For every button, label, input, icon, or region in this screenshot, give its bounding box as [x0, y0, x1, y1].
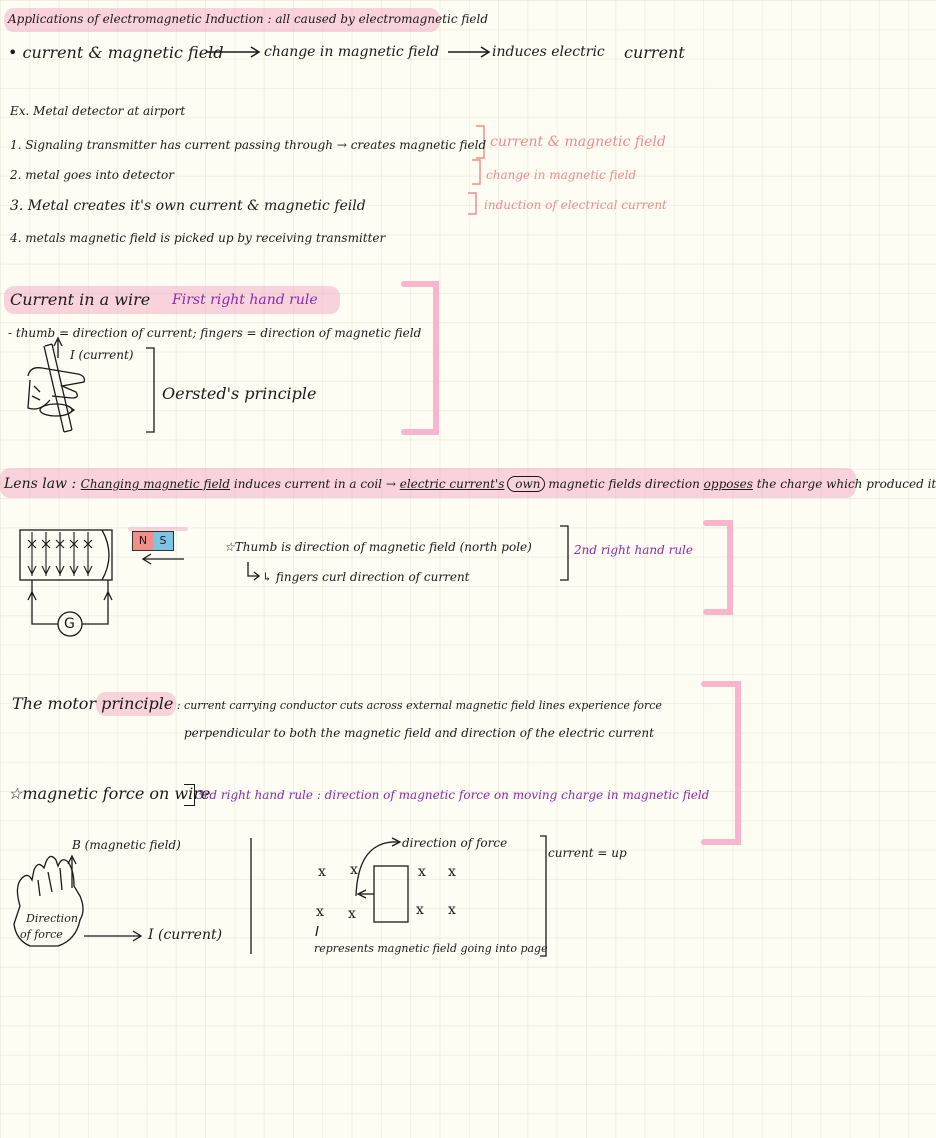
principle-word: principle — [101, 694, 174, 713]
palm-label-direction: Direction — [26, 912, 78, 925]
thumb-direction-note: ☆Thumb is direction of magnetic field (north pole) — [224, 540, 532, 554]
i-current-label: I (current) — [148, 927, 223, 943]
palm-label-force: of force — [20, 928, 63, 941]
magnetic-fields-direction: magnetic fields direction — [544, 477, 704, 491]
flow-current: current — [624, 43, 685, 62]
x-mark: x — [418, 864, 426, 880]
induces-current: induces current in a coil → — [230, 477, 400, 491]
x-mark: x — [348, 906, 356, 922]
oersted-principle: Oersted's principle — [162, 384, 317, 403]
current-label: I (current) — [70, 348, 134, 362]
third-right-hand-rule: 3rd right hand rule : direction of magnetic force on moving charge in magnetic field — [196, 788, 710, 802]
motor-label: The motor — [12, 694, 102, 713]
x-mark: x — [448, 902, 456, 918]
fingers-curl-note: ↳ fingers curl direction of current — [262, 570, 470, 584]
direction-of-force: direction of force — [402, 836, 508, 850]
bar-magnet — [132, 531, 174, 551]
second-right-hand-rule: 2nd right hand rule — [574, 543, 693, 557]
thumb-fingers-note: - thumb = direction of current; fingers = direction of magnetic field — [8, 326, 422, 340]
opposes: opposes — [703, 477, 753, 491]
changing-magnetic-field: Changing magnetic field — [80, 477, 231, 491]
note-induction: induction of electrical current — [484, 198, 667, 212]
flow-current-magnetic: • current & magnetic field — [8, 43, 224, 62]
perpendicular-line: perpendicular to both the magnetic field and direction of the electric current — [184, 726, 654, 740]
flow-change-magnetic: change in magnetic field — [264, 44, 440, 60]
b-field-label: B (magnetic field) — [72, 838, 181, 852]
lens-law — [4, 476, 936, 492]
electric-currents: electric current's — [399, 477, 505, 491]
step-3: 3. Metal creates it's own current & magnetic feild — [10, 198, 366, 214]
example-title: Ex. Metal detector at airport — [10, 104, 186, 118]
note-change-magnetic: change in magnetic field — [486, 168, 637, 182]
x-mark: x — [416, 902, 424, 918]
current-up: current = up — [548, 846, 627, 860]
first-right-hand-rule: First right hand rule — [172, 292, 318, 308]
step-4: 4. metals magnetic field is picked up by receiving transmitter — [10, 231, 386, 245]
galvanometer-label: G — [64, 616, 75, 632]
current-in-wire-title: Current in a wire — [10, 290, 151, 309]
motor-definition: : current carrying conductor cuts across external magnetic field lines experience force — [173, 699, 662, 712]
charge-produced: the charge which produced it — [752, 477, 936, 491]
x-mark: x — [318, 864, 326, 880]
represents-note: represents magnetic field going into page — [314, 942, 548, 955]
x-mark: x — [316, 904, 324, 920]
own-circled: own — [507, 476, 544, 492]
motor-principle — [12, 694, 662, 713]
x-mark: x — [448, 864, 456, 880]
flow-induces-electric: induces electric — [492, 44, 605, 60]
lens-law-label: Lens law : — [4, 476, 81, 492]
section1-title: Applications of electromagnetic Induction : all caused by electromagnetic field — [8, 12, 489, 26]
pink-bracket-1 — [404, 284, 436, 432]
step-1: 1. Signaling transmitter has current passing through → creates magnetic field — [10, 138, 487, 152]
bracket-3rd-rule — [184, 784, 195, 806]
x-mark: x — [350, 862, 358, 878]
magnetic-force-on-wire: ☆magnetic force on wire — [8, 784, 211, 803]
note-current-magnetic: current & magnetic field — [490, 134, 666, 150]
pink-bracket-3 — [704, 684, 738, 842]
magnet-south: S — [153, 532, 173, 550]
pink-bracket-2 — [706, 523, 730, 612]
step-2: 2. metal goes into detector — [10, 168, 174, 182]
magnet-north: N — [133, 532, 153, 550]
